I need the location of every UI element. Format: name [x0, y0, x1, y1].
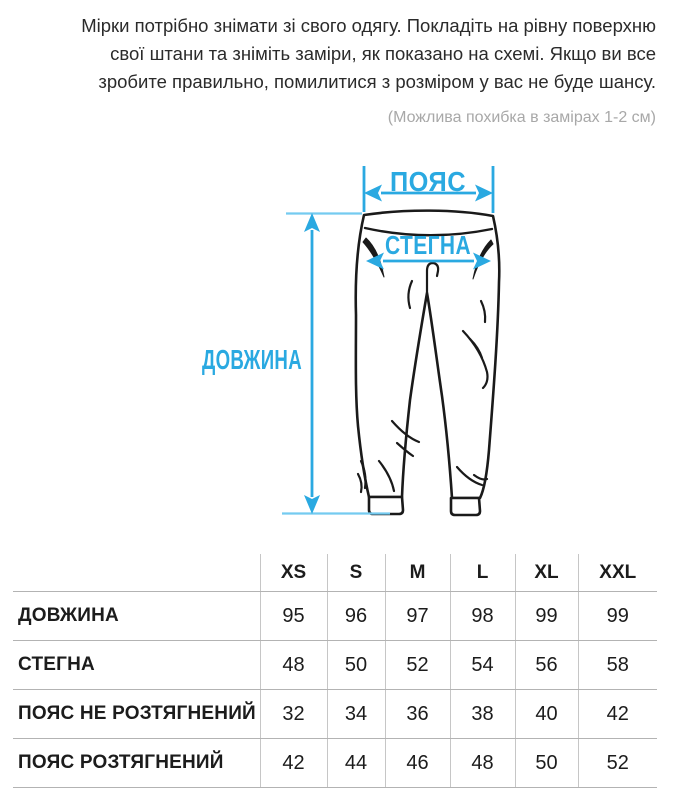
value-cell: 42	[578, 690, 657, 739]
size-column-header: L	[450, 554, 515, 592]
size-column-header: XL	[515, 554, 578, 592]
size-table-header-row	[13, 554, 657, 592]
row-label: ДОВЖИНА	[13, 592, 260, 641]
value-cell: 42	[260, 739, 327, 788]
value-cell: 99	[578, 592, 657, 641]
value-cell: 98	[450, 592, 515, 641]
value-cell: 46	[385, 739, 450, 788]
table-row-waist-stretched	[13, 739, 657, 788]
left-cuff	[369, 497, 403, 514]
intro-paragraph	[26, 12, 656, 96]
waist-label: ПОЯС	[390, 166, 466, 197]
value-cell: 50	[515, 739, 578, 788]
value-cell: 99	[515, 592, 578, 641]
size-column-header: XXL	[578, 554, 657, 592]
value-cell: 52	[578, 739, 657, 788]
intro-line: зробите правильно, помилитися з розміром у вас не буде шансу.	[98, 71, 656, 92]
measurement-tolerance-note: (Можлива похибка в замірах 1-2 см)	[387, 109, 656, 126]
size-column-header: M	[385, 554, 450, 592]
hips-label: СТЕГНА	[385, 230, 471, 260]
value-cell: 32	[260, 690, 327, 739]
value-cell: 54	[450, 641, 515, 690]
intro-line: Мірки потрібно знімати зі свого одягу. Покладіть на рівну поверхню	[81, 15, 656, 36]
table-row-waist-unstretched	[13, 690, 657, 739]
value-cell: 50	[327, 641, 385, 690]
value-cell: 34	[327, 690, 385, 739]
value-cell: 40	[515, 690, 578, 739]
size-column-header: S	[327, 554, 385, 592]
table-row-length	[13, 592, 657, 641]
row-label: СТЕГНА	[13, 641, 260, 690]
value-cell: 97	[385, 592, 450, 641]
size-table	[13, 554, 657, 788]
size-column-header: XS	[260, 554, 327, 592]
table-row-hips	[13, 641, 657, 690]
value-cell: 38	[450, 690, 515, 739]
length-label: ДОВЖИНА	[202, 344, 302, 375]
row-label: ПОЯС НЕ РОЗТЯГНЕНИЙ	[13, 690, 260, 739]
right-cuff	[451, 498, 480, 515]
value-cell: 58	[578, 641, 657, 690]
value-cell: 52	[385, 641, 450, 690]
row-label: ПОЯС РОЗТЯГНЕНИЙ	[13, 739, 260, 788]
value-cell: 48	[260, 641, 327, 690]
value-cell: 48	[450, 739, 515, 788]
value-cell: 95	[260, 592, 327, 641]
value-cell: 36	[385, 690, 450, 739]
value-cell: 44	[327, 739, 385, 788]
value-cell: 56	[515, 641, 578, 690]
pants-measurement-diagram	[0, 150, 686, 530]
size-table-corner-cell	[13, 554, 260, 592]
intro-line: свої штани та зніміть заміри, як показано на схемі. Якщо ви все	[110, 43, 656, 64]
value-cell: 96	[327, 592, 385, 641]
